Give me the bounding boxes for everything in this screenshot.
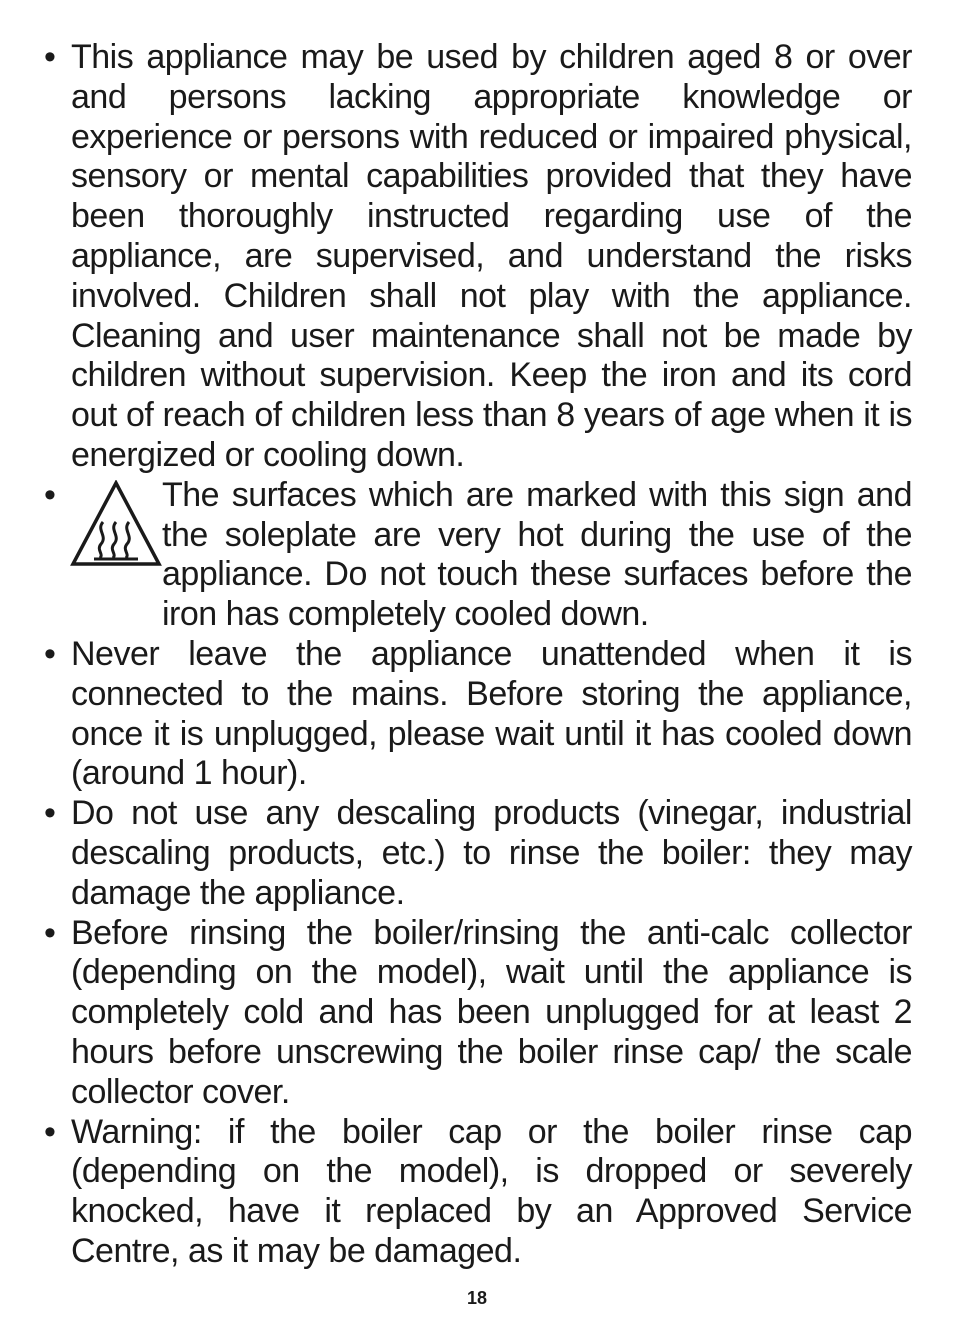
page-number: 18 (466, 1288, 488, 1308)
list-item (44, 38, 912, 476)
list-item-text: This appliance may be used by children aged 8 or over and persons lacking appropriate knowledge or experience or persons with reduced or impaired physical, sensory or mental capabilities provided that they have been thoroughly instructed regarding use of the appliance, are supervised, and understand the risks involved. Children shall not play with the appliance. Cleaning and user maintenance shall not be made by children without supervision. Keep the iron and its cord out of reach of children less than 8 years of age when it is energized or cooling down. (71, 38, 912, 474)
list-item (44, 635, 912, 794)
list-item-text: Before rinsing the boiler/rinsing the anti-calc collector (depending on the model), wait until the appliance is completely cold and has been unplugged for at least 2 hours before unscrewing the boiler rinse cap/ the scale collector cover. (71, 913, 912, 1111)
list-item (44, 1113, 912, 1272)
list-item (44, 794, 912, 913)
bullet: • (44, 475, 56, 514)
hot-surface-warning-icon (70, 480, 162, 570)
bullet: • (44, 794, 56, 833)
list-item-hot-surface (44, 476, 912, 635)
bullet: • (44, 38, 56, 76)
list-item (44, 914, 912, 1113)
list-item-text: Do not use any descaling products (vinegar, industrial descaling products, etc.) to rinse the boiler: they may damage the appliance. (71, 794, 912, 912)
bullet: • (44, 1112, 56, 1151)
list-item-text: Warning: if the boiler cap or the boiler rinse cap (depending on the model), is dropped or severely knocked, have it replaced by an Approved Service Centre, as it may be damaged. (71, 1112, 912, 1270)
safety-instructions-list (44, 38, 912, 1272)
list-item-text: The surfaces which are marked with this sign and the soleplate are very hot during the use of the appliance. Do not touch these surfaces before the iron has completely cooled down. (162, 475, 912, 634)
bullet: • (44, 634, 56, 673)
list-item-text: Never leave the appliance unattended when it is connected to the mains. Before storing the appliance, once it is unplugged, please wait until it has cooled down (around 1 hour). (71, 634, 912, 793)
bullet: • (44, 913, 56, 952)
